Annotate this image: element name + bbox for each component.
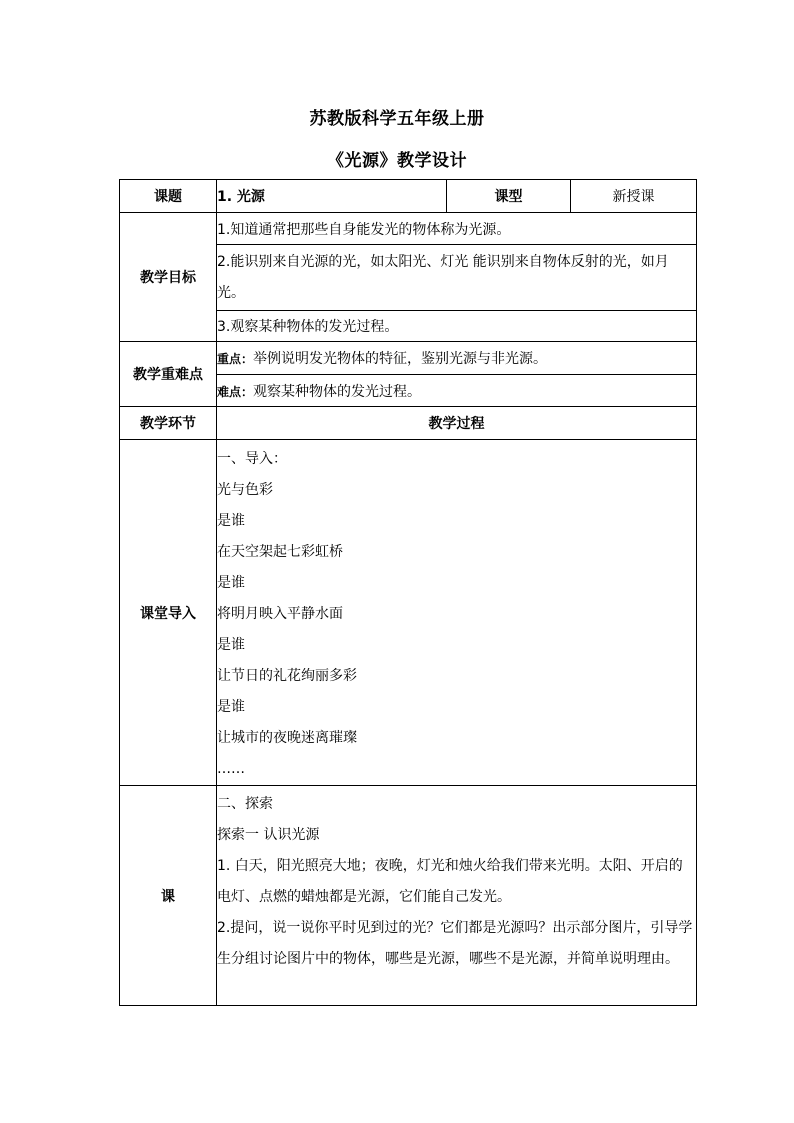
intro-label: 课堂导入 <box>120 440 217 786</box>
intro-line: 让节日的礼花绚丽多彩 <box>217 668 357 684</box>
document-title: 苏教版科学五年级上册 <box>309 109 485 129</box>
lesson-type-label: 课型 <box>447 180 571 213</box>
key-point-prefix: 重点： <box>217 352 254 366</box>
process-header: 教学过程 <box>217 407 697 440</box>
explore-row <box>120 786 697 1006</box>
intro-line: 将明月映入平静水面 <box>217 606 343 622</box>
key-point-text: 举例说明发光物体的特征，鉴别光源与非光源。 <box>253 351 548 367</box>
key-points-label: 教学重难点 <box>120 342 217 407</box>
intro-line: 一、导入： <box>217 451 287 467</box>
explore-paragraph-2: 2.提问，说一说你平时见到过的光？它们都是光源吗？出示部分图片，引导学生分组讨论图片中的物体，哪些是光源，哪些不是光源，并简单说明理由。 <box>217 920 693 967</box>
topic-label: 课题 <box>120 180 217 213</box>
intro-line: 在天空架起七彩虹桥 <box>217 544 343 560</box>
explore-subheading: 探索一 认识光源 <box>217 827 320 843</box>
document-subtitle: 《光源》教学设计 <box>327 151 467 171</box>
intro-line: 是谁 <box>217 575 245 591</box>
intro-line: 是谁 <box>217 637 245 653</box>
explore-heading: 二、探索 <box>217 796 273 812</box>
lesson-type-value: 新授课 <box>571 180 697 213</box>
topic-row <box>120 180 697 213</box>
intro-row <box>120 440 697 786</box>
difficulty-text: 观察某种物体的发光过程。 <box>253 383 422 400</box>
topic-value: 1. 光源 <box>217 180 447 213</box>
intro-line: 是谁 <box>217 699 245 715</box>
goal-item-1: 1.知道通常把那些自身能发光的物体称为光源。 <box>217 213 697 245</box>
goals-label: 教学目标 <box>120 213 217 342</box>
process-header-row <box>120 407 697 440</box>
difficulty-prefix: 难点： <box>217 384 254 399</box>
goals-row-1 <box>120 213 697 245</box>
explore-label: 课 <box>120 786 217 1006</box>
intro-line: 是谁 <box>217 513 245 529</box>
explore-paragraph-1: 1. 白天，阳光照亮大地；夜晚，灯光和烛火给我们带来光明。太阳、开启的电灯、点燃的蜡烛都是光源，它们能自己发光。 <box>217 858 683 905</box>
goal-item-2: 2.能识别来自光源的光，如太阳光、灯光 能识别来自物体反射的光，如月光。 <box>217 254 669 301</box>
intro-line: 光与色彩 <box>217 482 273 498</box>
stage-header: 教学环节 <box>120 407 217 440</box>
intro-line: …… <box>217 761 245 777</box>
intro-content <box>217 440 697 786</box>
lesson-plan-table <box>119 179 697 1006</box>
goal-item-3: 3.观察某种物体的发光过程。 <box>217 311 697 342</box>
intro-line: 让城市的夜晚迷离璀璨 <box>217 730 357 746</box>
key-point-row <box>120 342 697 375</box>
explore-content <box>217 786 697 1006</box>
